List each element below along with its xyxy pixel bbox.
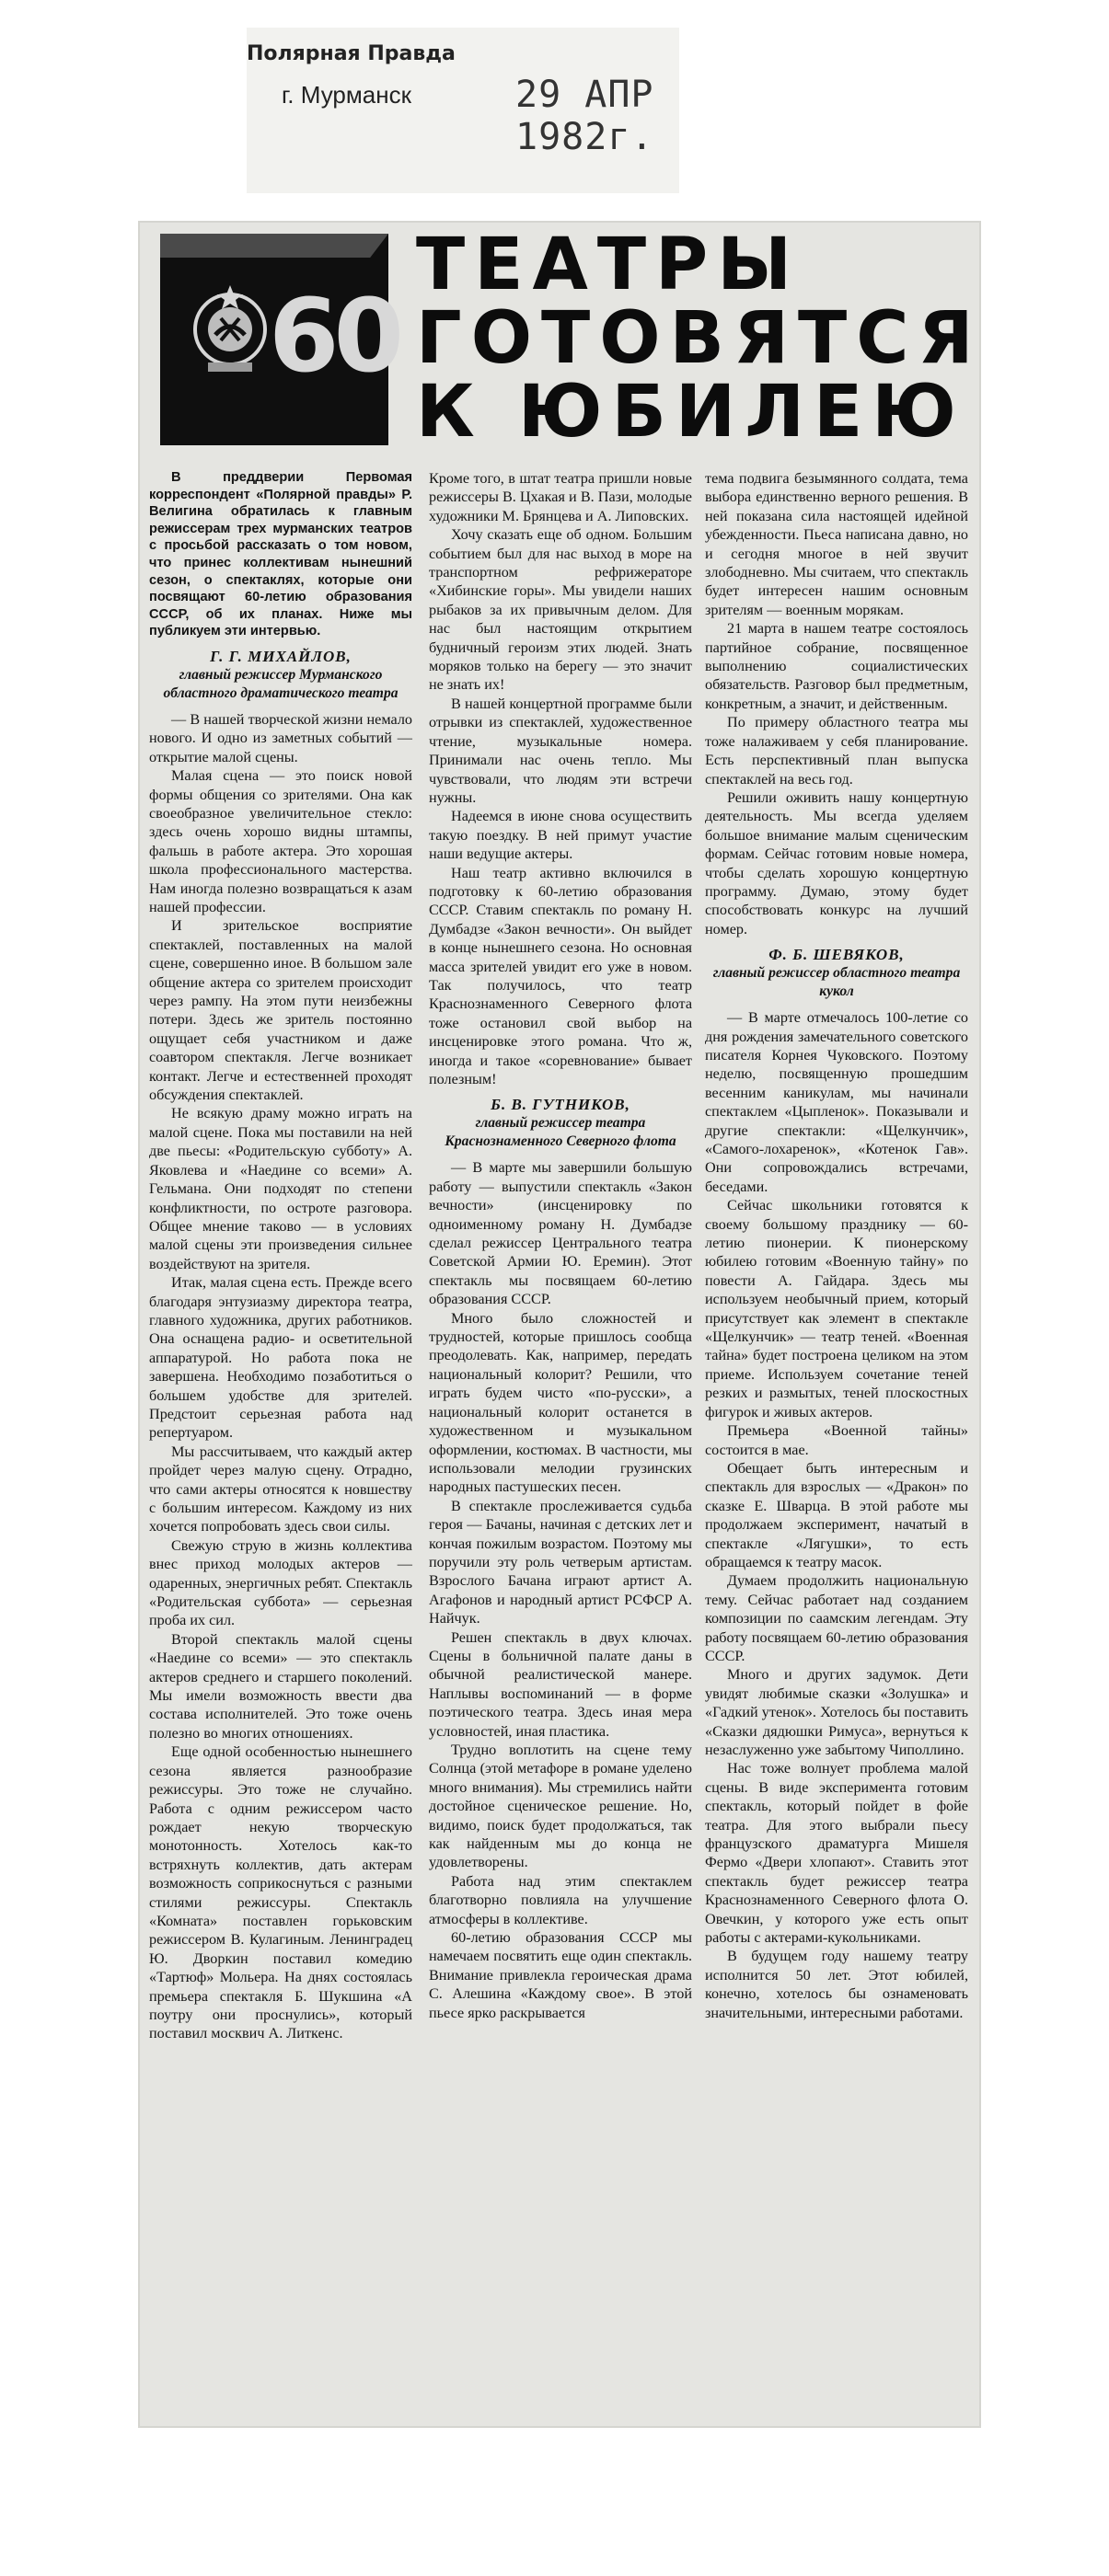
author-role: главный режиссер театра Краснознаменного Северного флота bbox=[445, 1115, 676, 1150]
paragraph: Думаем продолжить национальную тему. Сейчас работает над созданием композиции по саамским легендам. Эту работу посвящаем 60-летию образования СССР. bbox=[705, 1572, 968, 1664]
author-signature bbox=[149, 648, 412, 703]
paragraph: И зрительское восприятие спектаклей, поставленных на малой сцене, совершенно иное. В большом зале общение актера со зрителем происходит через рампу. На этом пути неизбежны потери. Здесь же зритель постоянно ощущает себя участником и даже соавтором спектакля. Легче возникает контакт. Легче и естественней проходят обсуждения спектаклей. bbox=[149, 917, 412, 1104]
paragraph: Наш театр активно включился в подготовку к 60-летию образования СССР. Ставим спектакль по роману Н. Думбадзе «Закон вечности». Он выйдет в конце нынешнего сезона. Но основная масса зрителей увидит его уже в новом. Так получилось, что театр Краснознаменного Северного флота тоже остановил свой выбор на инсценировке этого романа. Что ж, иногда и такое «соревнование» бывает полезным! bbox=[429, 864, 692, 1087]
author-name: Г. Г. МИХАЙЛОВ, bbox=[210, 647, 352, 665]
headline bbox=[416, 224, 983, 454]
article-column-2 bbox=[429, 469, 692, 2022]
clipping-stamp bbox=[247, 28, 679, 193]
paragraph: Решили оживить нашу концертную деятельность. Мы всегда уделяем большое внимание малым сценическим формам. Сейчас готовим новые номера, чтобы сделать хорошую концертную программу. Думаю, этому будет способствовать конкурс на лучший номер. bbox=[705, 788, 968, 937]
paragraph: Премьера «Военной тайны» состоится в мае. bbox=[705, 1422, 968, 1458]
intro-text: В преддверии Первомая корреспондент «Полярной правды» Р. Велигина обратилась к главным режиссерам трех мурманских театров с просьбой рассказать о том новом, что принес коллективам нынешний сезон, о спектаклях, которые они посвящают 60-летию образования СССР, об их планах. Ниже мы публикуем эти интервью. bbox=[149, 470, 412, 639]
paragraph: Второй спектакль малой сцены «Наедине со всеми» — это спектакль актеров среднего и старшего поколений. Мы имели возможность ввести два состава исполнителей. Это тоже очень полезно во многих отношениях. bbox=[149, 1630, 412, 1742]
publication-city: г. Мурманск bbox=[282, 81, 411, 109]
paragraph: В спектакле прослеживается судьба героя — Бачаны, начиная с детских лет и кончая пожилым возрастом. Поэтому мы поручили эту роль четверым артистам. Взрослого Бачана играют артист А. Агафонов и народный артист РСФСР А. Найчук. bbox=[429, 1497, 692, 1627]
publication-name: Полярная Правда bbox=[247, 42, 456, 65]
author-role: главный режиссер областного театра кукол bbox=[712, 965, 961, 1000]
banner-flag bbox=[160, 234, 399, 445]
stamp-date: 29 АПР 1982г. bbox=[515, 74, 654, 158]
paragraph: 60-летию образования СССР мы намечаем посвятить еще один спектакль. Внимание привлекла героическая драма С. Алешина «Каждому свое». В этой пьесе ярко раскрывается bbox=[429, 1929, 692, 2021]
newspaper-clipping bbox=[138, 221, 981, 2428]
paragraph: — В марте мы завершили большую работу — выпустили спектакль «Закон вечности» (инсценировку по одноименному роману Н. Думбадзе сделал режиссер Центрального театра Советской Армии Ю. Еремин). Этот спектакль мы посвящаем 60-летию образования СССР. bbox=[429, 1159, 692, 1308]
paragraph: В будущем году нашему театру исполнится 50 лет. Этот юбилей, конечно, хотелось бы ознаменовать значительными, интересными работами. bbox=[705, 1948, 968, 2021]
paragraph: 21 марта в нашем театре состоялось партийное собрание, посвященное выполнению социалистических обязательств. Разговор был предметным, конкретным, а значит, и действенным. bbox=[705, 620, 968, 712]
paragraph: Еще одной особенностью нынешнего сезона является разнообразие режиссуры. Это тоже не случайно. Работа с одним режиссером часто рождает некую творческую монотонность. Хотелось как-то встряхнуть коллектив, дать актерам возможность соприкоснуться с разными стилями режиссуры. Спектакль «Комната» поставлен горьковским режиссером В. Кулагиным. Ленинградец Ю. Дворкин поставил комедию «Тартюф» Мольера. На днях состоялась премьера спектакля Б. Шукшина «А поутру они проснулись», который поставил москвич А. Литкенс. bbox=[149, 1743, 412, 2042]
paragraph: Решен спектакль в двух ключах. Сцены в больничной палате даны в обычной реалистической манере. Наплывы воспоминаний — в форме поэтического театра. Здесь иная мера условностей, иная пластика. bbox=[429, 1628, 692, 1740]
author-name: Ф. Б. ШЕВЯКОВ, bbox=[768, 946, 905, 964]
headline-line: К ЮБИЛЕЮ bbox=[416, 371, 965, 454]
headline-line: ГОТОВЯТСЯ bbox=[416, 297, 983, 380]
paragraph: Свежую струю в жизнь коллектива внес приход молодых актеров — одаренных, энергичных ребят. Спектакль «Родительская суббота» — серьезная проба их сил. bbox=[149, 1536, 412, 1629]
paragraph: Работа над этим спектаклем благотворно повлияла на улучшение атмосферы в коллективе. bbox=[429, 1872, 692, 1927]
headline-line: ТЕАТРЫ bbox=[416, 224, 802, 306]
ussr-emblem-icon bbox=[184, 282, 276, 383]
paragraph: Кроме того, в штат театра пришли новые режиссеры В. Цхакая и В. Пази, молодые художники М. Брянцева и А. Липовских. bbox=[429, 470, 692, 524]
article-column-1 bbox=[149, 469, 412, 2043]
author-signature bbox=[429, 1096, 692, 1151]
paragraph: Надеемся в июне снова осуществить такую поездку. В ней примут участие наши ведущие актеры. bbox=[429, 808, 692, 863]
author-role: главный режиссер Мурманского областного драматического театра bbox=[163, 666, 399, 701]
sixty-numeral: 60 bbox=[269, 277, 399, 395]
paragraph: — В нашей творческой жизни немало нового. И одно из заметных событий — открытие малой сцены. bbox=[149, 710, 412, 765]
paragraph: В нашей концертной программе были отрывки из спектаклей, художественное чтение, музыкальные номера. Принимали нас очень тепло. Мы чувствовали, что людям эти встречи нужны. bbox=[429, 695, 692, 806]
paragraph: Хочу сказать еще об одном. Большим событием был для нас выход в море на транспортном рефрижераторе «Хибинские горы». Мы увидели наших рыбаков за их привычным делом. Для нас был настоящим открытием будничный героизм этих людей. Знать моряков только на берегу — это значит не знать их! bbox=[429, 526, 692, 694]
paragraph: Сейчас школьники готовятся к своему большому празднику — 60-летию пионерии. К пионерскому юбилею готовим «Военную тайну» по повести А. Гайдара. Здесь мы используем необычный прием, который присутствует как элемент в спектакле «Щелкунчик» — театр теней. «Военная тайна» будет построена целиком на этом приеме. Используем сочетание теней резких и размытых, теней плоскостных фигурок и живых актеров. bbox=[705, 1197, 968, 1420]
paragraph: — В марте отмечалось 100-летие со дня рождения замечательного советского писателя Корнея Чуковского. Поэтому неделю, посвященную прошедшим весенним каникулам, мы начинали спектаклем «Цыпленок». Показывали и другие спектакли: «Щелкунчик», «Самого-лохаренок», «Котенок Гав». Они сопровождались встречами, беседами. bbox=[705, 1009, 968, 1195]
article-column-3 bbox=[705, 469, 968, 2022]
paragraph: Итак, малая сцена есть. Прежде всего благодаря энтузиазму директора театра, главного художника, других работников. Она оснащена радио- и осветительной аппаратурой. Но работа пока не завершена. Необходимо позаботиться о большем удобстве для зрителей. Предстоит серьезная работа над репертуаром. bbox=[149, 1274, 412, 1442]
paragraph: Обещает быть интересным и спектакль для взрослых — «Дракон» по сказке Е. Шварца. В этой работе мы продолжаем эксперимент, начатый в спектакле «Лягушки», то есть обращаемся к театру масок. bbox=[705, 1459, 968, 1570]
paragraph: Малая сцена — это поиск новой формы общения со зрителями. Она как своеобразное увеличительное стекло: здесь очень хорошо видны штампы, фальшь в работе актера. Это хорошая школа профессионального мастерства. Нам иногда полезно возвращаться к азам нашей профессии. bbox=[149, 767, 412, 915]
paragraph: Мы рассчитываем, что каждый актер пройдет через малую сцену. Отрадно, что сами актеры относятся к новшеству с большим интересом. Каждому из них хочется попробовать здесь свои силы. bbox=[149, 1443, 412, 1535]
paragraph: По примеру областного театра мы тоже налаживаем у себя планирование. Есть перспективный план выпуска спектаклей на весь год. bbox=[705, 714, 968, 788]
paragraph: Нас тоже волнует проблема малой сцены. В виде эксперимента готовим спектакль, который пойдет в фойе театра. Для этого выбрали пьесу французского драматурга Мишеля Фермо «Двери хлопают». Ставить этот спектакль будет режиссер театра Краснознаменного Северного флота О. Овечкин, у которого уже есть опыт работы с актерами-кукольниками. bbox=[705, 1760, 968, 1947]
paragraph: Трудно воплотить на сцене тему Солнца (этой метафоре в романе уделено много внимания). Мы стремились найти достойное сценическое решение. Но, видимо, поиск будет продолжаться, так как найденным мы до конца не удовлетворены. bbox=[429, 1742, 692, 1871]
author-signature bbox=[705, 946, 968, 1001]
paragraph: тема подвига безымянного солдата, тема выбора единственно верного решения. В ней показана сила настоящей идейной убежденности. Пьеса написана давно, но и сегодня многое в ней звучит злободневно. Мы считаем, что спектакль будет интересен нашим основным зрителям — военным морякам. bbox=[705, 470, 968, 618]
paragraph: Много и других задумок. Дети увидят любимые сказки «Золушка» и «Гадкий утенок». Хотелось бы поставить «Сказки дядюшки Римуса», вернуться к незаслуженно уже забытому Чиполлино. bbox=[705, 1666, 968, 1758]
author-name: Б. В. ГУТНИКОВ, bbox=[491, 1096, 630, 1114]
paragraph: Много было сложностей и трудностей, которые пришлось сообща преодолевать. Как, например, передать национальный колорит? Решили, что играть будем чисто «по-русски», а национальный колорит останется в художественном и музыкальном оформлении, костюмах. В частности, мы использовали мелодии грузинских народных пастушеских песен. bbox=[429, 1309, 692, 1496]
paragraph: Не всякую драму можно играть на малой сцене. Пока мы поставили на ней две пьесы: «Родительскую субботу» А. Яковлева и «Наедине со всеми» А. Гельмана. Они подходят по степени конфликтности, по остроте разговора. Общее мнение таково — в условиях малой сцены эти произведения сильнее воздействуют на зрителя. bbox=[149, 1105, 412, 1272]
